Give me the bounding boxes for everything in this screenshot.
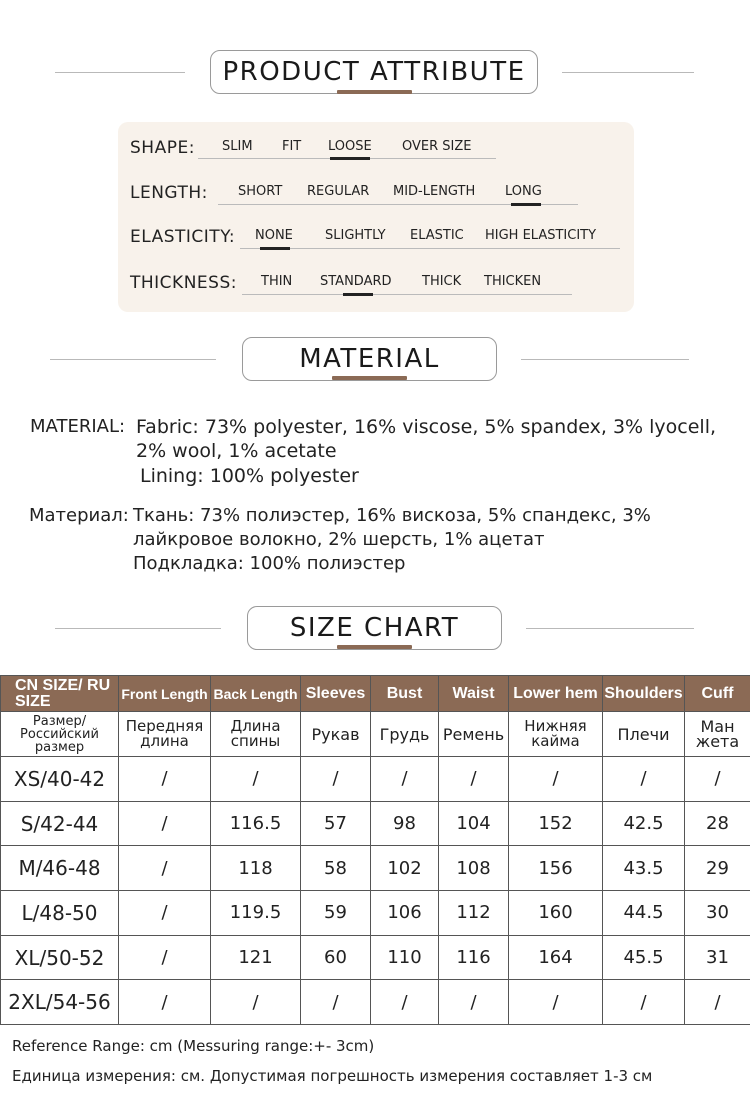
material-en-line: 2% wool, 1% acetate: [136, 440, 337, 462]
column-header-ru: Нижняя кайма: [509, 712, 603, 757]
attribute-option: ELASTIC: [410, 228, 464, 243]
column-header: CN SIZE/ RU SIZE: [1, 676, 119, 712]
selected-marker: [511, 203, 541, 206]
attribute-option-selected: STANDARD: [320, 274, 392, 289]
attribute-option: OVER SIZE: [402, 139, 472, 154]
material-title: MATERIAL: [299, 344, 440, 374]
table-cell: 60: [301, 935, 371, 980]
column-header: Cuff: [685, 676, 750, 712]
table-cell: /: [371, 757, 439, 802]
material-heading: [0, 337, 750, 387]
table-cell: 29: [685, 846, 750, 891]
attribute-option: SLIGHTLY: [325, 228, 386, 243]
table-cell: /: [509, 980, 603, 1025]
table-cell: 28: [685, 801, 750, 846]
table-cell: 164: [509, 935, 603, 980]
column-header-ru: Передняя длина: [119, 712, 211, 757]
table-cell: 152: [509, 801, 603, 846]
table-cell: 58: [301, 846, 371, 891]
attribute-option-selected: NONE: [255, 228, 293, 243]
table-cell: /: [685, 980, 750, 1025]
attribute-option: REGULAR: [307, 184, 370, 199]
column-header-ru: Ремень: [439, 712, 509, 757]
size-label-cell: S/42-44: [1, 801, 119, 846]
table-cell: 59: [301, 891, 371, 936]
table-cell: /: [211, 757, 301, 802]
attribute-option: THIN: [261, 274, 293, 289]
selected-marker: [330, 157, 370, 160]
attribute-row-elasticity: [118, 224, 634, 254]
attribute-option-selected: LONG: [505, 184, 542, 199]
table-header-ru-row: [1, 712, 750, 757]
table-cell: /: [119, 935, 211, 980]
material-ru-line: Ткань: 73% полиэстер, 16% вискоза, 5% спандекс, 3%: [133, 505, 651, 526]
table-cell: /: [119, 757, 211, 802]
table-cell: 116.5: [211, 801, 301, 846]
table-cell: /: [119, 801, 211, 846]
table-row: [1, 757, 750, 802]
material-en-line: Fabric: 73% polyester, 16% viscose, 5% spandex, 3% lyocell,: [136, 416, 717, 438]
size-chart-title: SIZE CHART: [289, 613, 460, 643]
column-header: Sleeves: [301, 676, 371, 712]
reference-range-en: Reference Range: cm (Messuring range:+- 3cm): [12, 1037, 375, 1055]
table-cell: 45.5: [603, 935, 685, 980]
heading-line-right: [562, 72, 694, 73]
selected-marker: [343, 293, 373, 296]
table-cell: 116: [439, 935, 509, 980]
table-cell: 42.5: [603, 801, 685, 846]
table-cell: 108: [439, 846, 509, 891]
size-table: [0, 675, 750, 1025]
heading-line-left: [55, 628, 221, 629]
column-header: Back Length: [211, 676, 301, 712]
column-header: Waist: [439, 676, 509, 712]
column-header: Shoulders: [603, 676, 685, 712]
table-cell: 43.5: [603, 846, 685, 891]
heading-box: [242, 337, 497, 381]
heading-line-right: [521, 359, 689, 360]
attribute-option: SHORT: [238, 184, 283, 199]
attribute-option: THICK: [422, 274, 462, 289]
attribute-underline: [242, 294, 572, 295]
table-cell: 98: [371, 801, 439, 846]
table-cell: 104: [439, 801, 509, 846]
column-header: Bust: [371, 676, 439, 712]
attribute-row-length: [118, 180, 634, 210]
table-cell: 31: [685, 935, 750, 980]
attribute-title: PRODUCT ATTRIBUTE: [222, 57, 526, 87]
material-en-line: Lining: 100% polyester: [140, 465, 359, 487]
table-row: [1, 935, 750, 980]
size-chart-heading: [0, 606, 750, 656]
column-header: Front Length: [119, 676, 211, 712]
material-en-label: MATERIAL:: [30, 416, 126, 437]
column-header-ru: Плечи: [603, 712, 685, 757]
table-cell: /: [301, 980, 371, 1025]
table-header-row: [1, 676, 750, 712]
size-label-cell: L/48-50: [1, 891, 119, 936]
attribute-label: SHAPE:: [130, 138, 195, 158]
attribute-option: SLIM: [222, 139, 253, 154]
table-cell: /: [603, 980, 685, 1025]
table-cell: /: [371, 980, 439, 1025]
table-row: [1, 980, 750, 1025]
table-cell: /: [119, 980, 211, 1025]
column-header-ru: Ман жета: [685, 712, 750, 757]
table-cell: 156: [509, 846, 603, 891]
attribute-option-selected: LOOSE: [328, 139, 372, 154]
table-cell: 119.5: [211, 891, 301, 936]
table-cell: /: [119, 846, 211, 891]
table-cell: 30: [685, 891, 750, 936]
heading-line-left: [55, 72, 185, 73]
attribute-option: THICKEN: [484, 274, 542, 289]
attribute-label: THICKNESS:: [130, 273, 237, 293]
attribute-panel: [118, 122, 634, 312]
table-cell: /: [603, 757, 685, 802]
selected-marker: [260, 247, 290, 250]
column-header-ru: Грудь: [371, 712, 439, 757]
attribute-option: MID-LENGTH: [393, 184, 476, 199]
table-cell: 102: [371, 846, 439, 891]
table-cell: 160: [509, 891, 603, 936]
table-cell: /: [119, 891, 211, 936]
attribute-row-shape: [118, 136, 634, 166]
table-row: [1, 801, 750, 846]
table-cell: /: [211, 980, 301, 1025]
column-header-ru: Длина спины: [211, 712, 301, 757]
attribute-heading: [0, 50, 750, 100]
attribute-label: ELASTICITY:: [130, 227, 236, 247]
attribute-row-thickness: [118, 270, 634, 300]
attribute-option: FIT: [282, 139, 302, 154]
table-row: [1, 891, 750, 936]
table-cell: 118: [211, 846, 301, 891]
table-cell: 110: [371, 935, 439, 980]
material-ru-line: Подкладка: 100% полиэстер: [133, 553, 406, 574]
heading-accent-bar: [337, 645, 412, 649]
column-header-ru: Размер/ Российский размер: [1, 712, 119, 757]
heading-box: [210, 50, 538, 94]
table-cell: 44.5: [603, 891, 685, 936]
heading-line-left: [50, 359, 216, 360]
heading-accent-bar: [337, 90, 412, 94]
table-cell: 112: [439, 891, 509, 936]
attribute-underline: [240, 248, 620, 249]
size-label-cell: 2XL/54-56: [1, 980, 119, 1025]
table-cell: /: [439, 980, 509, 1025]
table-cell: /: [509, 757, 603, 802]
heading-line-right: [526, 628, 694, 629]
material-ru-line: лайкровое волокно, 2% шерсть, 1% ацетат: [133, 529, 545, 550]
table-cell: 57: [301, 801, 371, 846]
heading-accent-bar: [332, 376, 407, 380]
size-label-cell: XL/50-52: [1, 935, 119, 980]
column-header-ru: Рукав: [301, 712, 371, 757]
reference-range-ru: Единица измерения: см. Допустимая погрешность измерения составляет 1-3 см: [12, 1067, 653, 1085]
table-row: [1, 846, 750, 891]
attribute-option: HIGH ELASTICITY: [485, 228, 597, 243]
table-cell: 106: [371, 891, 439, 936]
table-cell: 121: [211, 935, 301, 980]
heading-box: [247, 606, 502, 650]
table-cell: /: [439, 757, 509, 802]
table-cell: /: [301, 757, 371, 802]
attribute-label: LENGTH:: [130, 183, 208, 203]
size-label-cell: XS/40-42: [1, 757, 119, 802]
size-label-cell: M/46-48: [1, 846, 119, 891]
column-header: Lower hem: [509, 676, 603, 712]
table-cell: /: [685, 757, 750, 802]
material-ru-label: Материал:: [29, 505, 129, 526]
